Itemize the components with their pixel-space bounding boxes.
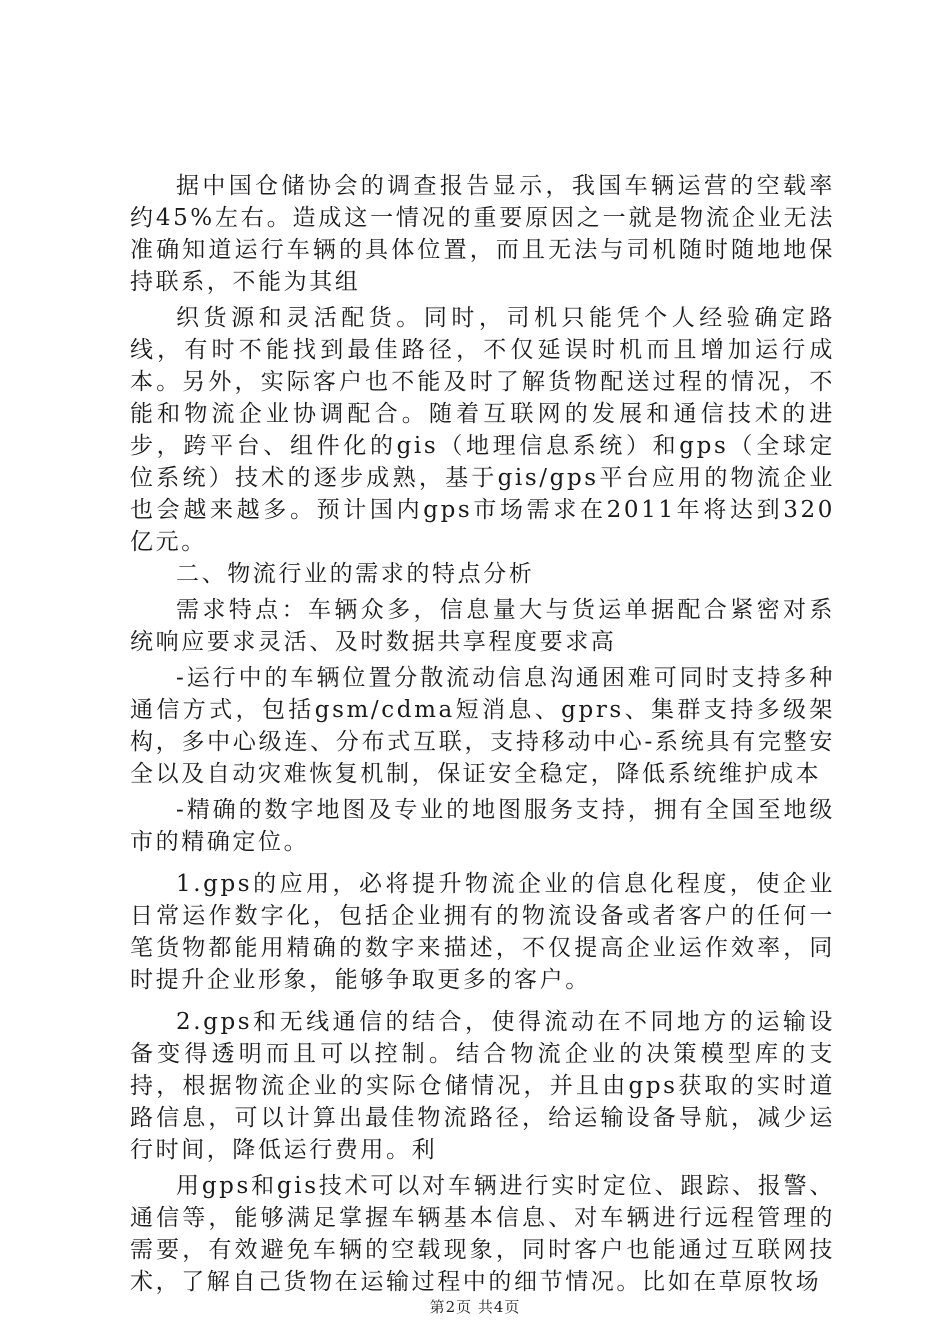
paragraph-intro: 据中国仓储协会的调查报告显示，我国车辆运营的空载率约45%左右。造成这一情况的重要原因之一就是物流企业无法准确知道运行车辆的具体位置，而且无法与司机随时随地地保持联系，不能为其组	[130, 173, 835, 295]
page-number-footer: 第2页 共4页	[429, 1298, 521, 1316]
paragraph-continuation: 织货源和灵活配货。同时，司机只能凭个人经验确定路线，有时不能找到最佳路径，不仅延误时机而且增加运行成本。另外，实际客户也不能及时了解货物配送过程的情况，不能和物流企业协调配合。随着互联网的发展和通信技术的进步，跨平台、组件化的gis（地理信息系统）和gps（全球定位系统）技术的逐步成熟，基于gis/gps平台应用的物流企业也会越来越多。预计国内gps市场需求在2011年将达到320亿元。	[130, 305, 835, 555]
paragraph-point-2: 2.gps和无线通信的结合，使得流动在不同地方的运输设备变得透明而且可以控制。结合物流企业的决策模型库的支持，根据物流企业的实际仓储情况，并且由gps获取的实时道路信息，可以计算出最佳物流路径，给运输设备导航，减少运行时间，降低运行费用。利	[130, 1009, 835, 1163]
paragraph-demand-features: 需求特点：车辆众多，信息量大与货运单据配合紧密对系统响应要求灵活、及时数据共享程度要求高	[130, 597, 835, 655]
paragraph-gps-gis: 用gps和gis技术可以对车辆进行实时定位、跟踪、报警、通信等，能够满足掌握车辆基本信息、对车辆进行远程管理的需要，有效避免车辆的空载现象，同时客户也能通过互联网技术，了解自己货物在运输过程中的细节情况。比如在草原牧场	[130, 1173, 835, 1295]
section-heading: 二、物流行业的需求的特点分析	[176, 561, 535, 587]
paragraph-digital-map: -精确的数字地图及专业的地图服务支持，拥有全国至地级市的精确定位。	[130, 797, 835, 855]
paragraph-vehicle-communication: -运行中的车辆位置分散流动信息沟通困难可同时支持多种通信方式，包括gsm/cdma短消息、gprs、集群支持多级架构，多中心级连、分布式互联，支持移动中心-系统具有完整安全以及自动灾难恢复机制，保证安全稳定，降低系统维护成本	[130, 665, 835, 787]
document-body	[130, 170, 835, 1298]
paragraph-point-1: 1.gps的应用，必将提升物流企业的信息化程度，使企业日常运作数字化，包括企业拥有的物流设备或者客户的任何一笔货物都能用精确的数字来描述，不仅提高企业运作效率，同时提升企业形象，能够争取更多的客户。	[130, 871, 835, 993]
